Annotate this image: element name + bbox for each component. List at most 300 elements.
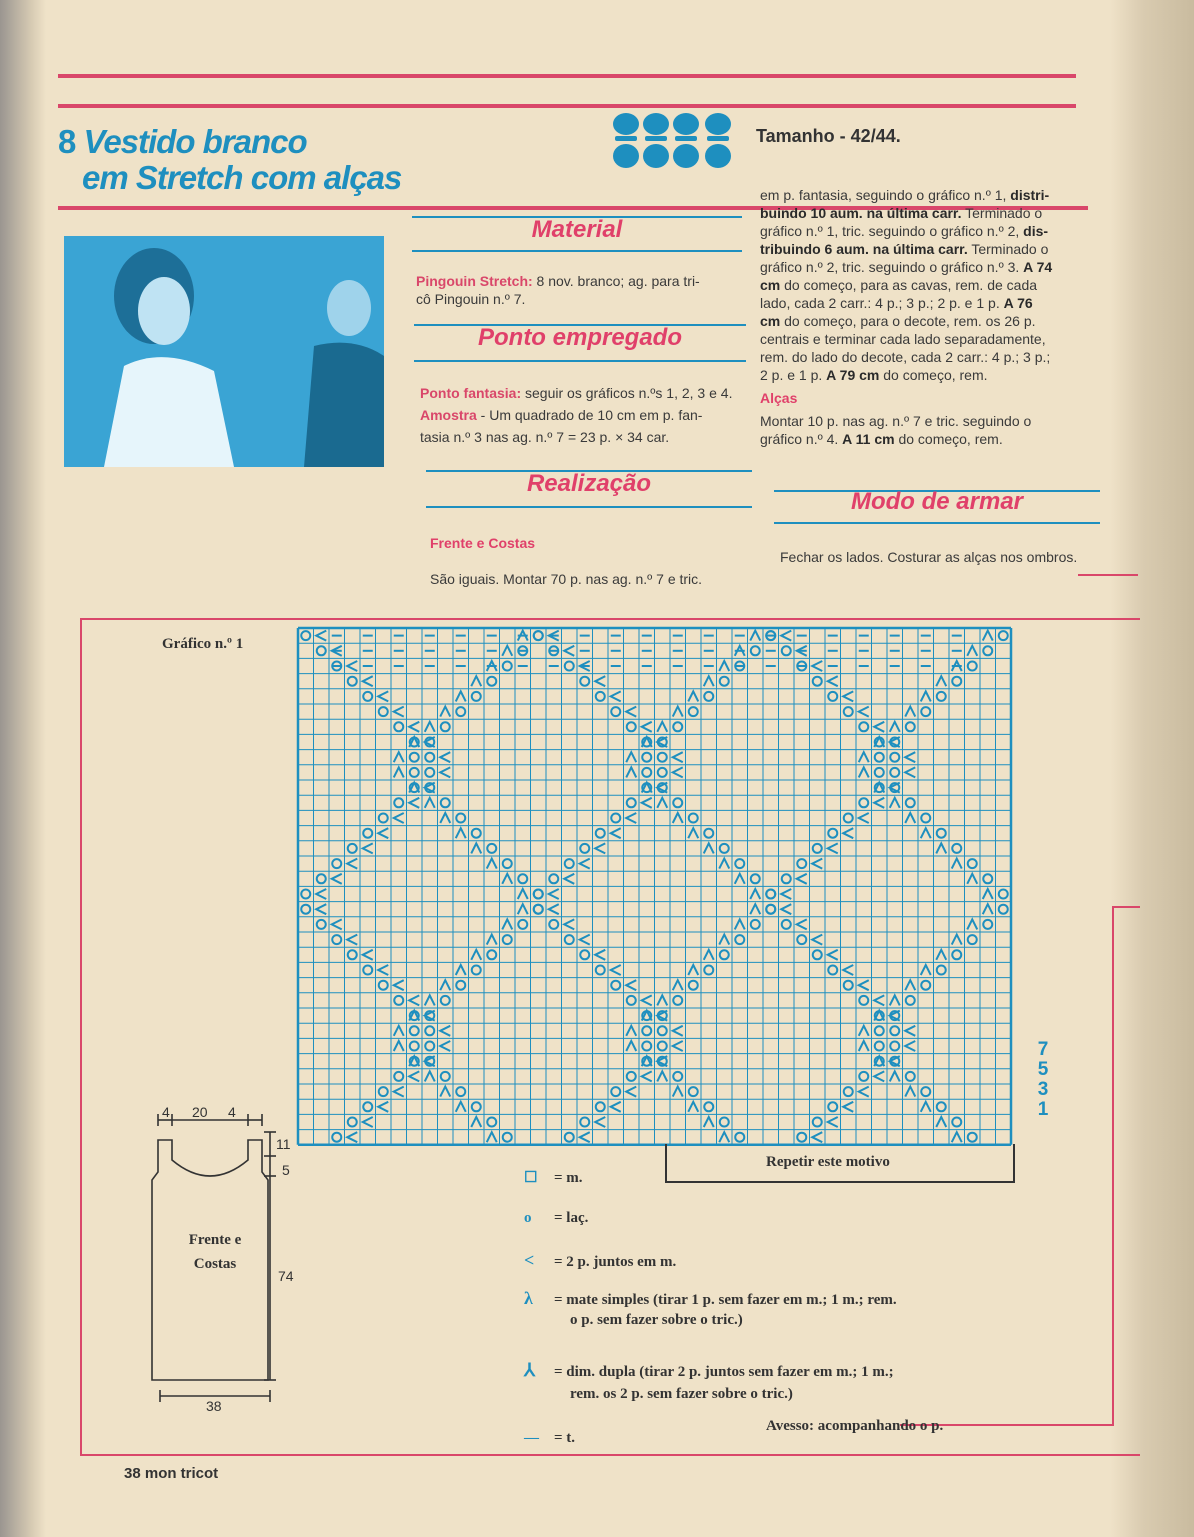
ssk-mark — [952, 935, 962, 945]
yarn-over-mark — [503, 1133, 512, 1142]
yarn-over-mark — [813, 1118, 822, 1127]
page-footer: 38 mon tricot — [124, 1465, 219, 1482]
ssk-mark — [890, 1071, 900, 1081]
yarn-over-mark — [379, 707, 388, 716]
ssk-mark — [688, 828, 698, 838]
ssk-mark — [967, 919, 977, 929]
yarn-over-mark — [394, 798, 403, 807]
k2tog-mark — [332, 874, 342, 884]
instr-l3a: gráfico n.º 1, tric. seguindo o gráfico n.º 2, — [760, 223, 1024, 239]
yarn-over-mark — [503, 662, 512, 671]
k2tog-mark — [394, 813, 404, 823]
k2tog-mark — [611, 828, 621, 838]
yarn-over-mark — [518, 920, 527, 929]
yarn-over-mark — [658, 1042, 667, 1051]
k2tog-mark — [626, 813, 636, 823]
k2tog-mark — [843, 965, 853, 975]
yarn-over-mark — [441, 996, 450, 1005]
yarn-over-mark — [813, 677, 822, 686]
ssk-mark — [704, 843, 714, 853]
yarn-over-mark — [906, 996, 915, 1005]
material-text-1: 8 nov. branco; ag. para tri- — [532, 273, 700, 289]
amostra-text-2: tasia n.º 3 nas ag. n.º 7 = 23 p. × 34 car. — [420, 429, 670, 445]
legend-square: = m. — [554, 1170, 583, 1186]
instr-l9: centrais e terminar cada lado separadamente, — [760, 331, 1046, 347]
yarn-over-mark — [642, 1026, 651, 1035]
ssk-mark — [983, 889, 993, 899]
ssk-mark — [626, 752, 636, 762]
yarn-over-mark — [999, 631, 1008, 640]
top-rule — [58, 74, 1076, 78]
yarn-over-mark — [441, 1072, 450, 1081]
yarn-over-mark — [797, 859, 806, 868]
yarn-over-mark — [441, 798, 450, 807]
header-rule-top — [58, 104, 1076, 108]
yarn-over-mark — [983, 646, 992, 655]
circle-icon: o — [524, 1210, 532, 1226]
yarn-over-mark — [596, 966, 605, 975]
ssk-mark — [890, 995, 900, 1005]
yarn-over-mark — [906, 798, 915, 807]
yarn-over-mark — [673, 798, 682, 807]
ssk-mark — [890, 798, 900, 808]
yarn-over-mark — [348, 1118, 357, 1127]
dim-5: 5 — [282, 1162, 290, 1178]
ssk-mark — [471, 843, 481, 853]
ssk-mark — [967, 874, 977, 884]
yarn-over-mark — [472, 1102, 481, 1111]
yarn-over-mark — [766, 890, 775, 899]
ssk-mark — [983, 904, 993, 914]
k2tog-mark — [843, 828, 853, 838]
k2tog-mark — [611, 1102, 621, 1112]
next-page-edge — [1110, 0, 1194, 1537]
k2tog-mark — [812, 661, 822, 671]
yarn-over-mark — [859, 722, 868, 731]
ssk-mark — [905, 813, 915, 823]
yarn-over-mark — [379, 981, 388, 990]
schematic-label-2: Costas — [193, 1256, 237, 1272]
yarn-over-mark — [611, 981, 620, 990]
ssk-mark — [440, 813, 450, 823]
yarn-over-mark — [332, 935, 341, 944]
yarn-over-mark — [596, 1102, 605, 1111]
k2tog-mark — [874, 798, 884, 808]
yarn-over-mark — [456, 814, 465, 823]
k2tog-mark — [673, 752, 683, 762]
yarn-over-mark — [751, 874, 760, 883]
yarn-over-mark — [658, 1026, 667, 1035]
ssk-mark — [657, 798, 667, 808]
k2tog-mark — [363, 1117, 373, 1127]
ssk-mark — [456, 691, 466, 701]
yarn-over-mark — [425, 768, 434, 777]
yarn-over-mark — [301, 905, 310, 914]
k2tog-mark — [595, 676, 605, 686]
yarn-over-mark — [921, 707, 930, 716]
yarn-over-mark — [580, 844, 589, 853]
knitting-chart — [290, 600, 1030, 1150]
k2tog-mark — [781, 904, 791, 914]
alcas-text-1: Montar 10 p. nas ag. n.º 7 e tric. seguindo o — [760, 413, 1032, 429]
k2tog-mark — [564, 646, 574, 656]
ssk-mark — [673, 813, 683, 823]
instr-l11c: do começo, rem. — [879, 367, 988, 383]
yarn-over-mark — [487, 844, 496, 853]
k2tog-mark — [905, 752, 915, 762]
yarn-over-mark — [658, 768, 667, 777]
k2tog-mark — [440, 767, 450, 777]
yarn-over-mark — [906, 1072, 915, 1081]
instr-l1a: em p. fantasia, seguindo o gráfico n.º 1, — [760, 187, 1011, 203]
material-label: Pingouin Stretch: — [416, 273, 533, 289]
k2tog-mark — [797, 874, 807, 884]
ssk-mark — [688, 691, 698, 701]
yarn-over-mark — [580, 950, 589, 959]
yarn-over-mark — [704, 829, 713, 838]
yarn-over-mark — [348, 677, 357, 686]
chart-grid — [298, 628, 1011, 1145]
ssk-mark — [502, 919, 512, 929]
k2tog-mark — [812, 935, 822, 945]
ssk-mark — [859, 1041, 869, 1051]
k2tog-mark — [378, 965, 388, 975]
chart-frame-right-tab — [1112, 906, 1140, 908]
ssk-mark — [440, 980, 450, 990]
k2tog-mark — [673, 767, 683, 777]
ssk-mark — [394, 1026, 404, 1036]
yarn-over-mark — [425, 753, 434, 762]
ssk-mark — [921, 965, 931, 975]
yarn-over-mark — [379, 814, 388, 823]
yarn-over-mark — [844, 981, 853, 990]
row-numbers — [1034, 1040, 1052, 1120]
k2tog-mark — [549, 889, 559, 899]
ssk-mark — [456, 828, 466, 838]
legend-circle: = laç. — [554, 1210, 589, 1226]
yarn-over-mark — [813, 844, 822, 853]
dim-20: 20 — [192, 1104, 208, 1120]
k2tog-mark — [812, 859, 822, 869]
ssk-mark — [921, 1102, 931, 1112]
yarn-over-mark — [441, 722, 450, 731]
yarn-over-mark — [472, 692, 481, 701]
yarn-over-mark — [983, 920, 992, 929]
yarn-over-mark — [658, 753, 667, 762]
yarn-over-mark — [503, 935, 512, 944]
ssk-mark — [487, 859, 497, 869]
yarn-over-mark — [859, 996, 868, 1005]
realizacao-body: São iguais. Montar 70 p. nas ag. n.º 7 e tric. — [430, 571, 703, 587]
yarn-over-mark — [704, 1102, 713, 1111]
yarn-over-mark — [875, 1026, 884, 1035]
yarn-over-mark — [518, 874, 527, 883]
yarn-over-mark — [363, 966, 372, 975]
k2tog-mark — [611, 691, 621, 701]
yarn-over-mark — [317, 646, 326, 655]
instr-l1b: distri- — [1010, 187, 1050, 203]
yarn-over-mark — [937, 829, 946, 838]
material-text-2: cô Pingouin n.º 7. — [416, 291, 526, 307]
instr-l4b: Terminado o — [967, 241, 1049, 257]
k2tog-mark — [440, 1041, 450, 1051]
yarn-over-mark — [720, 1118, 729, 1127]
ssk-mark — [487, 1132, 497, 1142]
ssk-mark — [967, 646, 977, 656]
k2tog-mark — [611, 965, 621, 975]
yarn-over-mark — [983, 874, 992, 883]
alcas-text-2c: do começo, rem. — [894, 431, 1003, 447]
ssk-mark — [936, 1117, 946, 1127]
model-photo — [64, 236, 384, 467]
realizacao-sub: Frente e Costas — [430, 535, 536, 551]
yarn-over-mark — [937, 966, 946, 975]
yarn-over-mark — [704, 966, 713, 975]
k2tog-mark — [564, 874, 574, 884]
k2tog-mark — [347, 859, 357, 869]
k2tog-mark — [378, 1102, 388, 1112]
ssk-mark — [936, 950, 946, 960]
yarn-over-mark — [580, 1118, 589, 1127]
ssk-mark — [626, 767, 636, 777]
k2tog-mark — [363, 950, 373, 960]
yarn-over-mark — [720, 950, 729, 959]
yarn-over-mark — [611, 1087, 620, 1096]
yarn-over-mark — [627, 722, 636, 731]
k2tog-mark — [580, 1132, 590, 1142]
yarn-over-mark — [363, 1102, 372, 1111]
ssk-mark — [657, 1071, 667, 1081]
yarn-over-mark — [487, 677, 496, 686]
ssk-mark — [704, 676, 714, 686]
k2tog-mark — [409, 722, 419, 732]
yarn-over-mark — [828, 829, 837, 838]
ponto-fantasia-label: Ponto fantasia: — [420, 385, 522, 401]
k2tog-mark — [642, 722, 652, 732]
k2tog-mark — [595, 950, 605, 960]
modo-text: Fechar os lados. Costurar as alças nos ombros. — [780, 549, 1078, 565]
k2tog-icon: < — [524, 1250, 535, 1270]
instr-l5a: gráfico n.º 2, tric. seguindo o gráfico n.º 3. — [760, 259, 1024, 275]
k2tog-mark — [347, 1132, 357, 1142]
yarn-over-mark — [534, 890, 543, 899]
avesso-note: Avesso: acompanhando o p. — [766, 1418, 944, 1434]
instructions-text — [760, 186, 1096, 448]
yarn-over-mark — [952, 677, 961, 686]
yarn-over-mark — [952, 950, 961, 959]
pattern-number: 8 — [58, 123, 76, 160]
yarn-over-mark — [890, 1042, 899, 1051]
ssk-mark — [936, 676, 946, 686]
k2tog-mark — [409, 1071, 419, 1081]
ssk-mark — [518, 889, 528, 899]
yarn-over-mark — [952, 1118, 961, 1127]
yarn-over-mark — [317, 874, 326, 883]
yarn-over-mark — [503, 859, 512, 868]
yarn-over-mark — [797, 935, 806, 944]
ssk-mark — [890, 722, 900, 732]
ssk-mark — [688, 965, 698, 975]
ssk-mark — [502, 646, 512, 656]
k2tog-mark — [859, 813, 869, 823]
ssk-mark — [471, 950, 481, 960]
yarn-over-mark — [627, 798, 636, 807]
yarn-over-mark — [565, 859, 574, 868]
ssk-mark — [673, 980, 683, 990]
ssk-mark — [626, 1026, 636, 1036]
chart-frame-left — [80, 618, 82, 1454]
k2tog-mark — [828, 950, 838, 960]
legend-k2tog: = 2 p. juntos em m. — [554, 1254, 677, 1270]
ssk-mark — [905, 980, 915, 990]
schematic-label-1: Frente e — [188, 1232, 242, 1248]
ssk-mark — [719, 935, 729, 945]
repeat-label: Repetir este motivo — [766, 1154, 890, 1170]
yarn-over-mark — [627, 1072, 636, 1081]
dim-38: 38 — [206, 1398, 222, 1414]
yarn-over-mark — [425, 1026, 434, 1035]
dim-74: 74 — [278, 1268, 294, 1284]
yarn-over-mark — [937, 692, 946, 701]
ponto-heading: Ponto empregado — [477, 324, 682, 351]
dim-4-right: 4 — [228, 1104, 236, 1120]
ssk-mark — [750, 904, 760, 914]
ssk-mark — [905, 1087, 915, 1097]
ssk-mark — [657, 995, 667, 1005]
ssk-mark — [471, 1117, 481, 1127]
double-decrease-icon: ⅄ — [524, 1360, 535, 1380]
instr-l6a: cm — [760, 277, 781, 293]
yarn-over-mark — [534, 905, 543, 914]
k2tog-mark — [409, 798, 419, 808]
ssk-mark — [394, 767, 404, 777]
ssk-mark — [440, 707, 450, 717]
ssk-mark — [905, 707, 915, 717]
ssk-mark — [735, 919, 745, 929]
yarn-over-mark — [642, 1042, 651, 1051]
yarn-over-mark — [875, 768, 884, 777]
material-rule-2 — [412, 250, 742, 252]
ssk-mark — [704, 1117, 714, 1127]
ssk-mark — [425, 1071, 435, 1081]
yarn-over-mark — [844, 814, 853, 823]
chart-label: Gráfico n.º 1 — [162, 636, 244, 652]
yarn-over-mark — [472, 829, 481, 838]
page-title — [58, 124, 401, 196]
k2tog-mark — [332, 919, 342, 929]
legend-double-dec: = dim. dupla (tirar 2 p. juntos sem fazer em m.; 1 m.; — [554, 1364, 894, 1380]
title-line-2: em Stretch com alças — [82, 159, 402, 196]
ssk-mark — [921, 828, 931, 838]
ssk-mark — [735, 874, 745, 884]
amostra-label: Amostra — [420, 407, 477, 423]
yarn-over-mark — [363, 692, 372, 701]
k2tog-mark — [874, 995, 884, 1005]
yarn-over-mark — [611, 707, 620, 716]
ssk-mark — [502, 874, 512, 884]
alcas-text-2a: gráfico n.º 4. — [760, 431, 843, 447]
k2tog-mark — [549, 904, 559, 914]
ssk-mark — [425, 722, 435, 732]
k2tog-mark — [843, 691, 853, 701]
yarn-over-mark — [673, 996, 682, 1005]
k2tog-mark — [828, 676, 838, 686]
k2tog-mark — [394, 980, 404, 990]
yarn-over-mark — [456, 707, 465, 716]
yarn-over-mark — [844, 1087, 853, 1096]
dim-11: 11 — [276, 1136, 291, 1152]
ssk-mark — [688, 1102, 698, 1112]
ssk-mark — [425, 995, 435, 1005]
k2tog-mark — [316, 904, 326, 914]
ssk-mark — [487, 935, 497, 945]
k2tog-mark — [409, 995, 419, 1005]
yarn-over-mark — [844, 707, 853, 716]
yarn-over-mark — [906, 722, 915, 731]
yarn-over-mark — [596, 692, 605, 701]
ssk-mark — [673, 1087, 683, 1097]
yarn-over-mark — [875, 1042, 884, 1051]
yarn-over-mark — [999, 890, 1008, 899]
k2tog-mark — [595, 843, 605, 853]
yarn-over-mark — [301, 890, 310, 899]
yarn-over-mark — [456, 1087, 465, 1096]
yarn-over-mark — [859, 798, 868, 807]
ponto-text — [420, 384, 750, 446]
yarn-over-mark — [720, 677, 729, 686]
yarn-over-mark — [549, 920, 558, 929]
yarn-over-mark — [472, 966, 481, 975]
realizacao-text — [430, 534, 760, 588]
realizacao-rule-2 — [426, 506, 752, 508]
material-text — [416, 272, 746, 308]
yarn-over-mark — [813, 950, 822, 959]
legend-ssk: = mate simples (tirar 1 p. sem fazer em m.; 1 m.; rem. — [554, 1292, 897, 1308]
yarn-over-mark — [425, 1042, 434, 1051]
yarn-over-mark — [859, 1072, 868, 1081]
ponto-rule-2 — [414, 360, 746, 362]
row-number-5: 5 — [1037, 1059, 1049, 1080]
instr-l5b: A 74 — [1023, 259, 1053, 275]
ssk-mark — [750, 889, 760, 899]
yarn-over-mark — [394, 1072, 403, 1081]
yarn-over-mark — [968, 662, 977, 671]
yarn-over-mark — [394, 996, 403, 1005]
yarn-over-mark — [875, 753, 884, 762]
instr-l10: rem. do lado do decote, cada 2 carr.: 4 p.; 3 p.; — [760, 349, 1051, 365]
ssk-mark — [657, 722, 667, 732]
instr-l11a: 2 p. e 1 p. — [760, 367, 827, 383]
modo-rule-2 — [774, 522, 1100, 524]
yarn-over-mark — [673, 1072, 682, 1081]
ssk-mark — [952, 859, 962, 869]
yarn-over-mark — [642, 768, 651, 777]
yarn-over-mark — [565, 1133, 574, 1142]
yarn-over-mark — [751, 920, 760, 929]
material-heading: Material — [531, 216, 623, 243]
yarn-over-mark — [317, 920, 326, 929]
ssk-mark — [983, 631, 993, 641]
yarn-over-mark — [611, 814, 620, 823]
instr-l2a: buindo 10 aum. na última carr. — [760, 205, 962, 221]
k2tog-mark — [626, 1087, 636, 1097]
instr-l7b: A 76 — [1003, 295, 1033, 311]
instr-l4a: tribuindo 6 aum. na última carr. — [760, 241, 968, 257]
instr-l8b: do começo, para o decote, rem. os 26 p. — [780, 313, 1036, 329]
ssk-mark — [673, 707, 683, 717]
dim-4-left: 4 — [162, 1104, 170, 1120]
dash-icon: — — [524, 1430, 539, 1446]
